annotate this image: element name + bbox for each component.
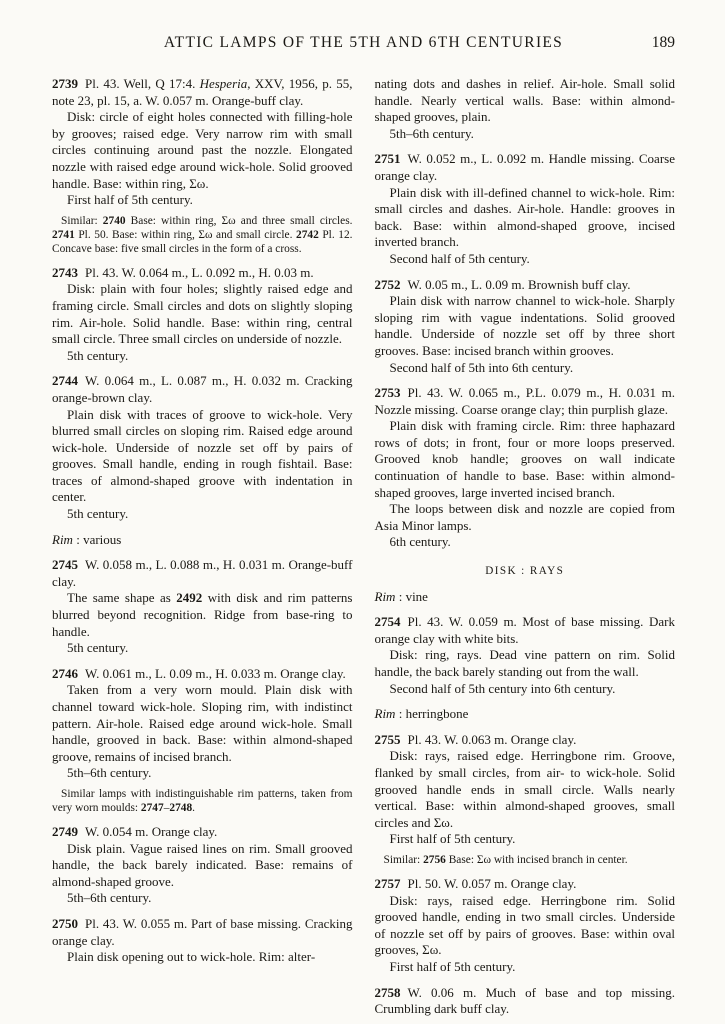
- text-segment: , XXV, 1956, p. 55, note 23, pl. 15, a. W. 0.057 m. Orange-buff clay.: [52, 76, 353, 108]
- body-paragraph: [375, 293, 676, 359]
- catalog-entry-heading: [52, 76, 353, 109]
- text-segment: W. 0.05 m., L. 0.09 m. Brownish buff clay.: [407, 276, 631, 292]
- catalog-number: 2742: [296, 228, 319, 241]
- italic-text: Rim: [374, 706, 396, 722]
- body-paragraph: [375, 893, 676, 959]
- catalog-number: 2752: [374, 276, 401, 292]
- section-heading: [375, 563, 676, 580]
- text-segment: Similar:: [383, 853, 424, 866]
- catalog-entry-heading: [52, 666, 353, 683]
- text-segment: : various: [72, 531, 122, 547]
- text-segment: Second half of 5th century into 6th century.: [389, 680, 616, 696]
- catalog-number: 2745: [52, 557, 78, 573]
- catalog-number: 2492: [176, 590, 203, 606]
- body-paragraph: [52, 590, 353, 640]
- text-segment: The loops between disk and nozzle are copied from Asia Minor lamps.: [374, 501, 675, 533]
- body-paragraph: [375, 681, 676, 698]
- body-paragraph: [52, 841, 353, 891]
- text-segment: W. 0.06 m. Much of base and top missing. Crumbling dark buff clay.: [374, 984, 675, 1017]
- catalog-number: 2755: [374, 731, 401, 747]
- text-segment: W. 0.052 m., L. 0.092 m. Handle missing. Coarse orange clay.: [374, 151, 675, 183]
- body-paragraph: [375, 748, 676, 831]
- text-segment: Plain disk with framing circle. Rim: three haphazard rows of dots; in front, four or more loops preserved. Grooved knob handle; grooves on wall indicate continuation of handle to base. Base: within almond-shaped grooves, large inverted incised branch.: [374, 418, 675, 500]
- left-column: [52, 76, 353, 1018]
- text-segment: Disk: ring, rays. Dead vine pattern on rim. Solid handle, the back barely standing out from the wall.: [374, 647, 675, 679]
- catalog-entry-heading: [375, 876, 676, 893]
- italic-text: Hesperia: [199, 76, 248, 91]
- italic-text: Rim: [374, 588, 396, 604]
- catalog-number: 2744: [52, 373, 78, 389]
- body-paragraph: [52, 109, 353, 192]
- text-segment: 6th century.: [389, 534, 451, 550]
- text-segment: First half of 5th century.: [389, 831, 516, 847]
- body-paragraph: [52, 192, 353, 209]
- text-segment: First half of 5th century.: [67, 192, 193, 208]
- text-segment: Disk: plain with four holes; slightly raised edge and framing circle. Small circles and dots on slightly sloping rim. Air-hole. Solid handle. Base: within ring, central small circle. Three small circles on underside of nozzle.: [52, 281, 353, 347]
- catalog-number: 2739: [52, 76, 78, 91]
- body-paragraph: [375, 418, 676, 501]
- text-segment: Pl. 43. W. 0.055 m. Part of base missing. Cracking orange clay.: [52, 915, 353, 948]
- italic-text: Rim: [52, 531, 73, 547]
- body-paragraph: [52, 281, 353, 347]
- similar-note: [52, 214, 353, 256]
- catalog-number: 2741: [52, 228, 75, 241]
- text-segment: 5th–6th century.: [389, 125, 474, 141]
- text-segment: with disk and rim patterns blurred beyond recognition. Ridge from base-ring to handle.: [52, 590, 353, 639]
- page-header: [52, 34, 675, 54]
- catalog-number: 2747: [140, 801, 164, 814]
- text-segment: Pl. 50. W. 0.057 m. Orange clay.: [407, 875, 577, 891]
- body-paragraph: [52, 640, 353, 657]
- text-segment: 5th–6th century.: [67, 890, 152, 906]
- text-segment: Disk: rays, raised edge. Herringbone rim. Solid grooved handle, ending in two small circles. Underside of nozzle set off by pairs of grooves. Base: within oval grooves, Σω.: [374, 892, 675, 958]
- catalog-entry-heading: [375, 385, 676, 418]
- catalog-entry-heading: [375, 277, 676, 294]
- catalog-number: 2748: [169, 801, 193, 814]
- catalog-number: 2756: [423, 853, 446, 866]
- text-segment: W. 0.064 m., L. 0.087 m., H. 0.032 m. Cracking orange-brown clay.: [52, 373, 353, 405]
- body-paragraph: [375, 251, 676, 268]
- text-segment: Disk: circle of eight holes connected with filling-hole by grooves; raised edge. Very narrow rim with small circles continuing around past the nozzle. Elongated nozzle with raised edge around wick-hole. Solid grooved handle. Base: within ring, Σω.: [52, 109, 353, 191]
- text-segment: 5th–6th century.: [67, 765, 152, 781]
- body-paragraph: [52, 506, 353, 523]
- text-segment: 5th century.: [67, 640, 129, 656]
- text-segment: Second half of 5th into 6th century.: [389, 359, 574, 375]
- catalog-entry-heading: [52, 916, 353, 949]
- catalog-number: 2749: [52, 823, 78, 839]
- body-paragraph: [52, 949, 353, 966]
- catalog-number: 2743: [52, 264, 78, 280]
- right-column: [375, 76, 676, 1018]
- body-paragraph: [52, 765, 353, 782]
- catalog-number: 2758: [374, 984, 401, 1000]
- body-paragraph: [375, 501, 676, 534]
- text-segment: First half of 5th century.: [389, 958, 516, 974]
- catalog-entry-heading: [52, 557, 353, 590]
- text-segment: Pl. 43. Well, Q 17:4.: [85, 76, 200, 91]
- catalog-number: 2750: [52, 915, 78, 931]
- text-segment: nating dots and dashes in relief. Air-hole. Small solid handle. Nearly vertical walls. Base: within almond-shaped grooves, plain.: [374, 76, 675, 125]
- text-segment: Plain disk with narrow channel to wick-hole. Sharply sloping rim with vague indentations. Solid grooved handle. Underside of nozzle set off by three short grooves. Base: incised branch within grooves.: [374, 293, 675, 358]
- text-segment: Pl. 43. W. 0.059 m. Most of base missing. Dark orange clay with white bits.: [374, 614, 675, 646]
- body-paragraph: [375, 647, 676, 680]
- text-segment: 5th century.: [67, 506, 129, 522]
- text-segment: 5th century.: [67, 347, 129, 363]
- body-paragraph: [375, 831, 676, 848]
- text-segment: Pl. 43. W. 0.065 m., P.L. 0.079 m., H. 0.031 m. Nozzle missing. Coarse orange clay; thin purplish glaze.: [374, 385, 675, 417]
- catalog-number: 2740: [102, 214, 126, 227]
- text-segment: Base: within ring, Σω and three small circles.: [125, 214, 353, 227]
- body-paragraph: [375, 360, 676, 377]
- text-segment: Similar:: [61, 214, 103, 227]
- text-segment: W. 0.058 m., L. 0.088 m., H. 0.031 m. Orange-buff clay.: [52, 557, 353, 589]
- body-paragraph: [52, 407, 353, 507]
- continued-paragraph: [375, 76, 676, 126]
- catalog-number: 2753: [374, 385, 401, 401]
- catalog-number: 2746: [52, 665, 78, 681]
- catalog-entry-heading: [52, 824, 353, 841]
- text-segment: Disk plain. Vague raised lines on rim. Small grooved handle, the back barely indicated. Base: remains of almond-shaped groove.: [52, 840, 353, 889]
- text-segment: Plain disk with traces of groove to wick-hole. Very blurred small circles on sloping rim. Raised edge around wick-hole. Underside of nozzle set off by pairs of grooves. Small handle, ending in rough fishtail. Base: traces of almond-shaped groove with indentation in center.: [52, 406, 353, 505]
- text-segment: The same shape as: [67, 590, 177, 606]
- text-segment: Pl. 43. W. 0.063 m. Orange clay.: [407, 731, 577, 747]
- text-segment: Pl. 50. Base: within ring, Σω and small circle.: [74, 228, 296, 241]
- text-segment: DISK : RAYS: [485, 565, 565, 578]
- body-paragraph: [375, 534, 676, 551]
- similar-note: [52, 787, 353, 815]
- text-segment: Pl. 43. W. 0.064 m., L. 0.092 m., H. 0.03 m.: [85, 264, 314, 280]
- text-segment: W. 0.054 m. Orange clay.: [85, 823, 218, 839]
- body-paragraph: [375, 959, 676, 976]
- text-segment: Plain disk with ill-defined channel to wick-hole. Rim: small circles and dashes. Air-hole. Handle: grooves in back. Base: within almond-shaped groove, incised inverted branch.: [374, 184, 675, 250]
- page-number: 189: [651, 34, 675, 51]
- catalog-entry-heading: [375, 614, 676, 647]
- text-segment: Pl. 12. Concave base: five small circles in the form of a cross.: [52, 228, 353, 255]
- body-paragraph: [375, 185, 676, 251]
- text-segment: : vine: [395, 588, 428, 604]
- text-segment: W. 0.061 m., L. 0.09 m., H. 0.033 m. Orange clay.: [85, 665, 346, 681]
- catalog-number: 2757: [374, 875, 401, 891]
- body-paragraph: [52, 682, 353, 765]
- catalog-entry-heading: [52, 373, 353, 406]
- rim-subheading: [375, 706, 676, 723]
- text-segment: Second half of 5th century.: [389, 250, 530, 266]
- body-paragraph: [52, 348, 353, 365]
- catalog-number: 2754: [374, 614, 401, 630]
- catalog-entry-heading: [375, 732, 676, 749]
- text-segment: Base: Σω with incised branch in center.: [445, 853, 628, 866]
- text-segment: Plain disk opening out to wick-hole. Rim: alter-: [67, 949, 316, 965]
- rim-subheading: [52, 532, 353, 549]
- text-columns: [52, 76, 675, 1018]
- text-segment: Similar lamps with indistinguishable rim patterns, taken from very worn moulds:: [52, 787, 353, 814]
- catalog-entry-heading: [52, 265, 353, 282]
- text-segment: .: [192, 801, 196, 814]
- similar-note: [375, 853, 676, 867]
- running-title: ATTIC LAMPS OF THE 5TH AND 6TH CENTURIES: [163, 34, 564, 51]
- catalog-entry-heading: [375, 985, 676, 1018]
- catalog-entry-heading: [375, 151, 676, 184]
- body-paragraph: [52, 890, 353, 907]
- text-segment: : herringbone: [395, 706, 469, 722]
- text-segment: –: [163, 801, 170, 814]
- text-segment: Disk: rays, raised edge. Herringbone rim. Groove, flanked by small circles, from air- to wick-hole. Solid grooved handle ends in small circle. Walls nearly vertical. Base: within almond-shaped grooves, small circles and Σω.: [374, 748, 675, 830]
- catalog-number: 2751: [374, 151, 401, 167]
- rim-subheading: [375, 589, 676, 606]
- body-paragraph: [375, 126, 676, 143]
- text-segment: Taken from a very worn mould. Plain disk with channel toward wick-hole. Sloping rim, with indistinct pattern. Air-hole. Raised edge around wick-hole. Small handle, grooved in back. Base: within almond-shaped groove, remains of incised branch.: [52, 682, 353, 764]
